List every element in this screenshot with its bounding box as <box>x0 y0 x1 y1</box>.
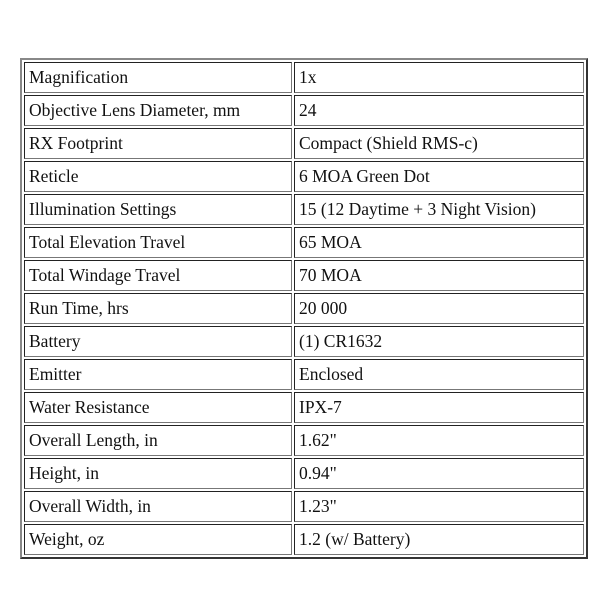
table-row <box>24 194 584 225</box>
spec-value: 6 MOA Green Dot <box>294 161 584 192</box>
spec-value: Compact (Shield RMS-c) <box>294 128 584 159</box>
spec-value: (1) CR1632 <box>294 326 584 357</box>
table-row <box>24 128 584 159</box>
spec-value: 0.94" <box>294 458 584 489</box>
table-row <box>24 425 584 456</box>
spec-label: RX Footprint <box>24 128 292 159</box>
table-row <box>24 458 584 489</box>
specifications-table <box>20 58 588 559</box>
spec-label: Height, in <box>24 458 292 489</box>
table-row <box>24 95 584 126</box>
spec-value: 20 000 <box>294 293 584 324</box>
spec-value: 1.62" <box>294 425 584 456</box>
spec-label: Weight, oz <box>24 524 292 555</box>
table-row <box>24 161 584 192</box>
spec-value: 1x <box>294 62 584 93</box>
table-row <box>24 293 584 324</box>
spec-label: Run Time, hrs <box>24 293 292 324</box>
spec-label: Illumination Settings <box>24 194 292 225</box>
spec-label: Reticle <box>24 161 292 192</box>
spec-value: Enclosed <box>294 359 584 390</box>
spec-value: 65 MOA <box>294 227 584 258</box>
table-row <box>24 260 584 291</box>
spec-label: Water Resistance <box>24 392 292 423</box>
spec-label: Total Windage Travel <box>24 260 292 291</box>
spec-label: Objective Lens Diameter, mm <box>24 95 292 126</box>
spec-value: 1.23" <box>294 491 584 522</box>
spec-value: 24 <box>294 95 584 126</box>
spec-label: Battery <box>24 326 292 357</box>
spec-value: 15 (12 Daytime + 3 Night Vision) <box>294 194 584 225</box>
specifications-body <box>24 62 584 555</box>
table-row <box>24 62 584 93</box>
spec-label: Magnification <box>24 62 292 93</box>
table-row <box>24 326 584 357</box>
spec-value: IPX-7 <box>294 392 584 423</box>
table-row <box>24 491 584 522</box>
table-row <box>24 524 584 555</box>
spec-label: Emitter <box>24 359 292 390</box>
table-row <box>24 227 584 258</box>
spec-label: Overall Length, in <box>24 425 292 456</box>
spec-value: 70 MOA <box>294 260 584 291</box>
spec-label: Total Elevation Travel <box>24 227 292 258</box>
table-row <box>24 359 584 390</box>
spec-label: Overall Width, in <box>24 491 292 522</box>
table-row <box>24 392 584 423</box>
spec-value: 1.2 (w/ Battery) <box>294 524 584 555</box>
